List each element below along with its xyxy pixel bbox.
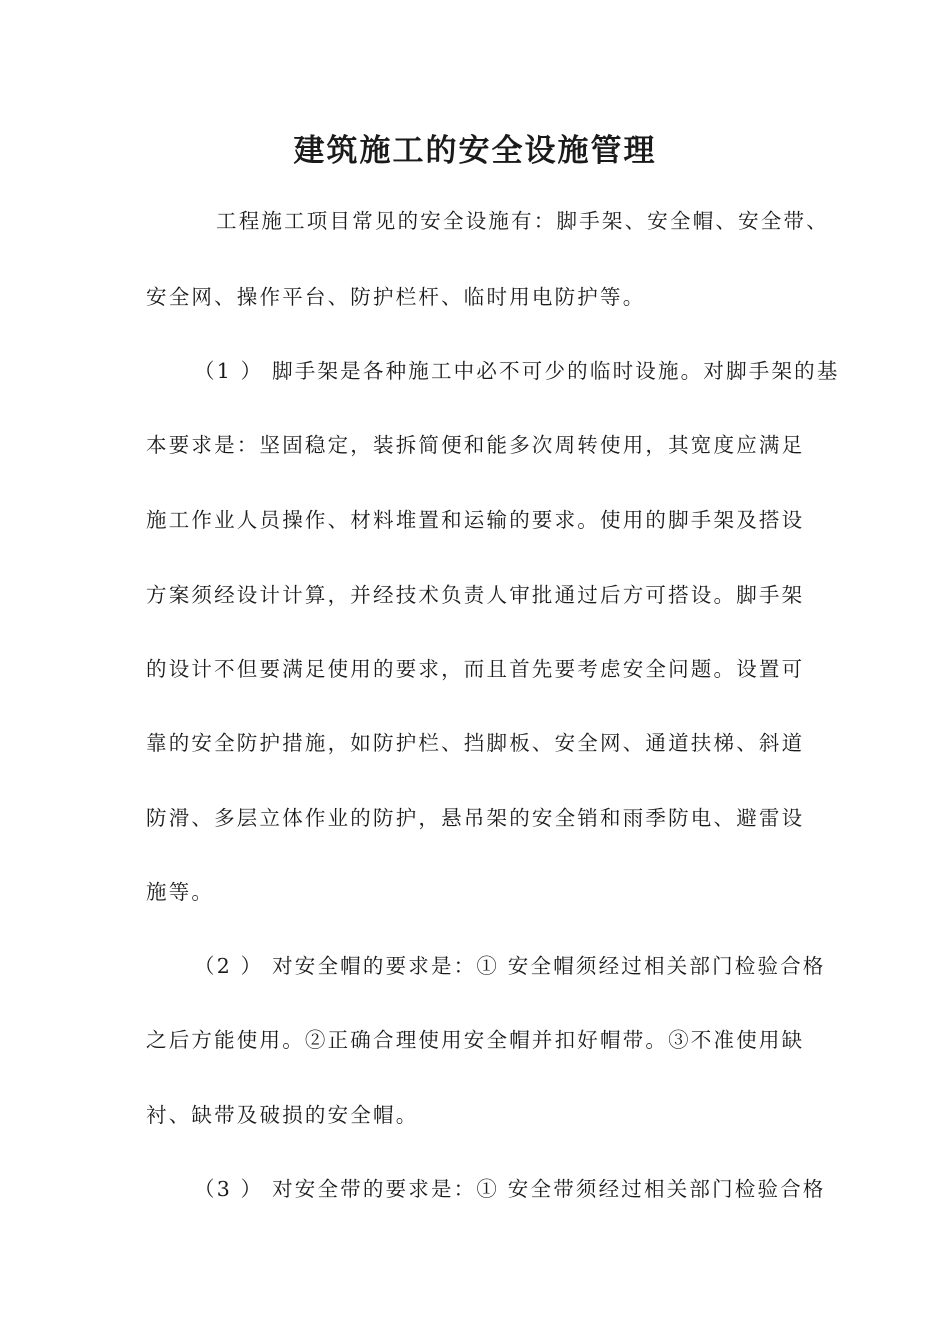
item1-line-5: 的设计不但要满足使用的要求，而且首先要考虑安全问题。设置可 xyxy=(146,657,805,681)
item2-line-2: 之后方能使用。②正确合理使用安全帽并扣好帽带。③不准使用缺 xyxy=(146,1028,805,1052)
item3-line-1: （3 ） 对安全带的要求是：① 安全带须经过相关部门检验合格 xyxy=(194,1177,826,1201)
item1-line-4: 方案须经设计计算，并经技术负责人审批通过后方可搭设。脚手架 xyxy=(146,583,805,607)
item1-line-6: 靠的安全防护措施，如防护栏、挡脚板、安全网、通道扶梯、斜道 xyxy=(146,731,805,755)
item1-line-3: 施工作业人员操作、材料堆置和运输的要求。使用的脚手架及搭设 xyxy=(146,508,805,532)
item1-line-8: 施等。 xyxy=(146,880,215,904)
item2-line-3: 衬、缺带及破损的安全帽。 xyxy=(146,1103,419,1127)
intro-line-2: 安全网、操作平台、防护栏杆、临时用电防护等。 xyxy=(146,285,646,309)
item2-line-1: （2 ） 对安全帽的要求是：① 安全帽须经过相关部门检验合格 xyxy=(194,954,826,978)
item1-line-1: （1 ） 脚手架是各种施工中必不可少的临时设施。对脚手架的基 xyxy=(194,359,840,383)
intro-line-1: 工程施工项目常见的安全设施有：脚手架、安全帽、安全带、 xyxy=(216,209,829,233)
item1-line-2: 本要求是：坚固稳定，装拆简便和能多次周转使用，其宽度应满足 xyxy=(146,433,805,457)
item1-line-7: 防滑、多层立体作业的防护，悬吊架的安全销和雨季防电、避雷设 xyxy=(146,806,805,830)
document-title: 建筑施工的安全设施管理 xyxy=(293,133,657,169)
